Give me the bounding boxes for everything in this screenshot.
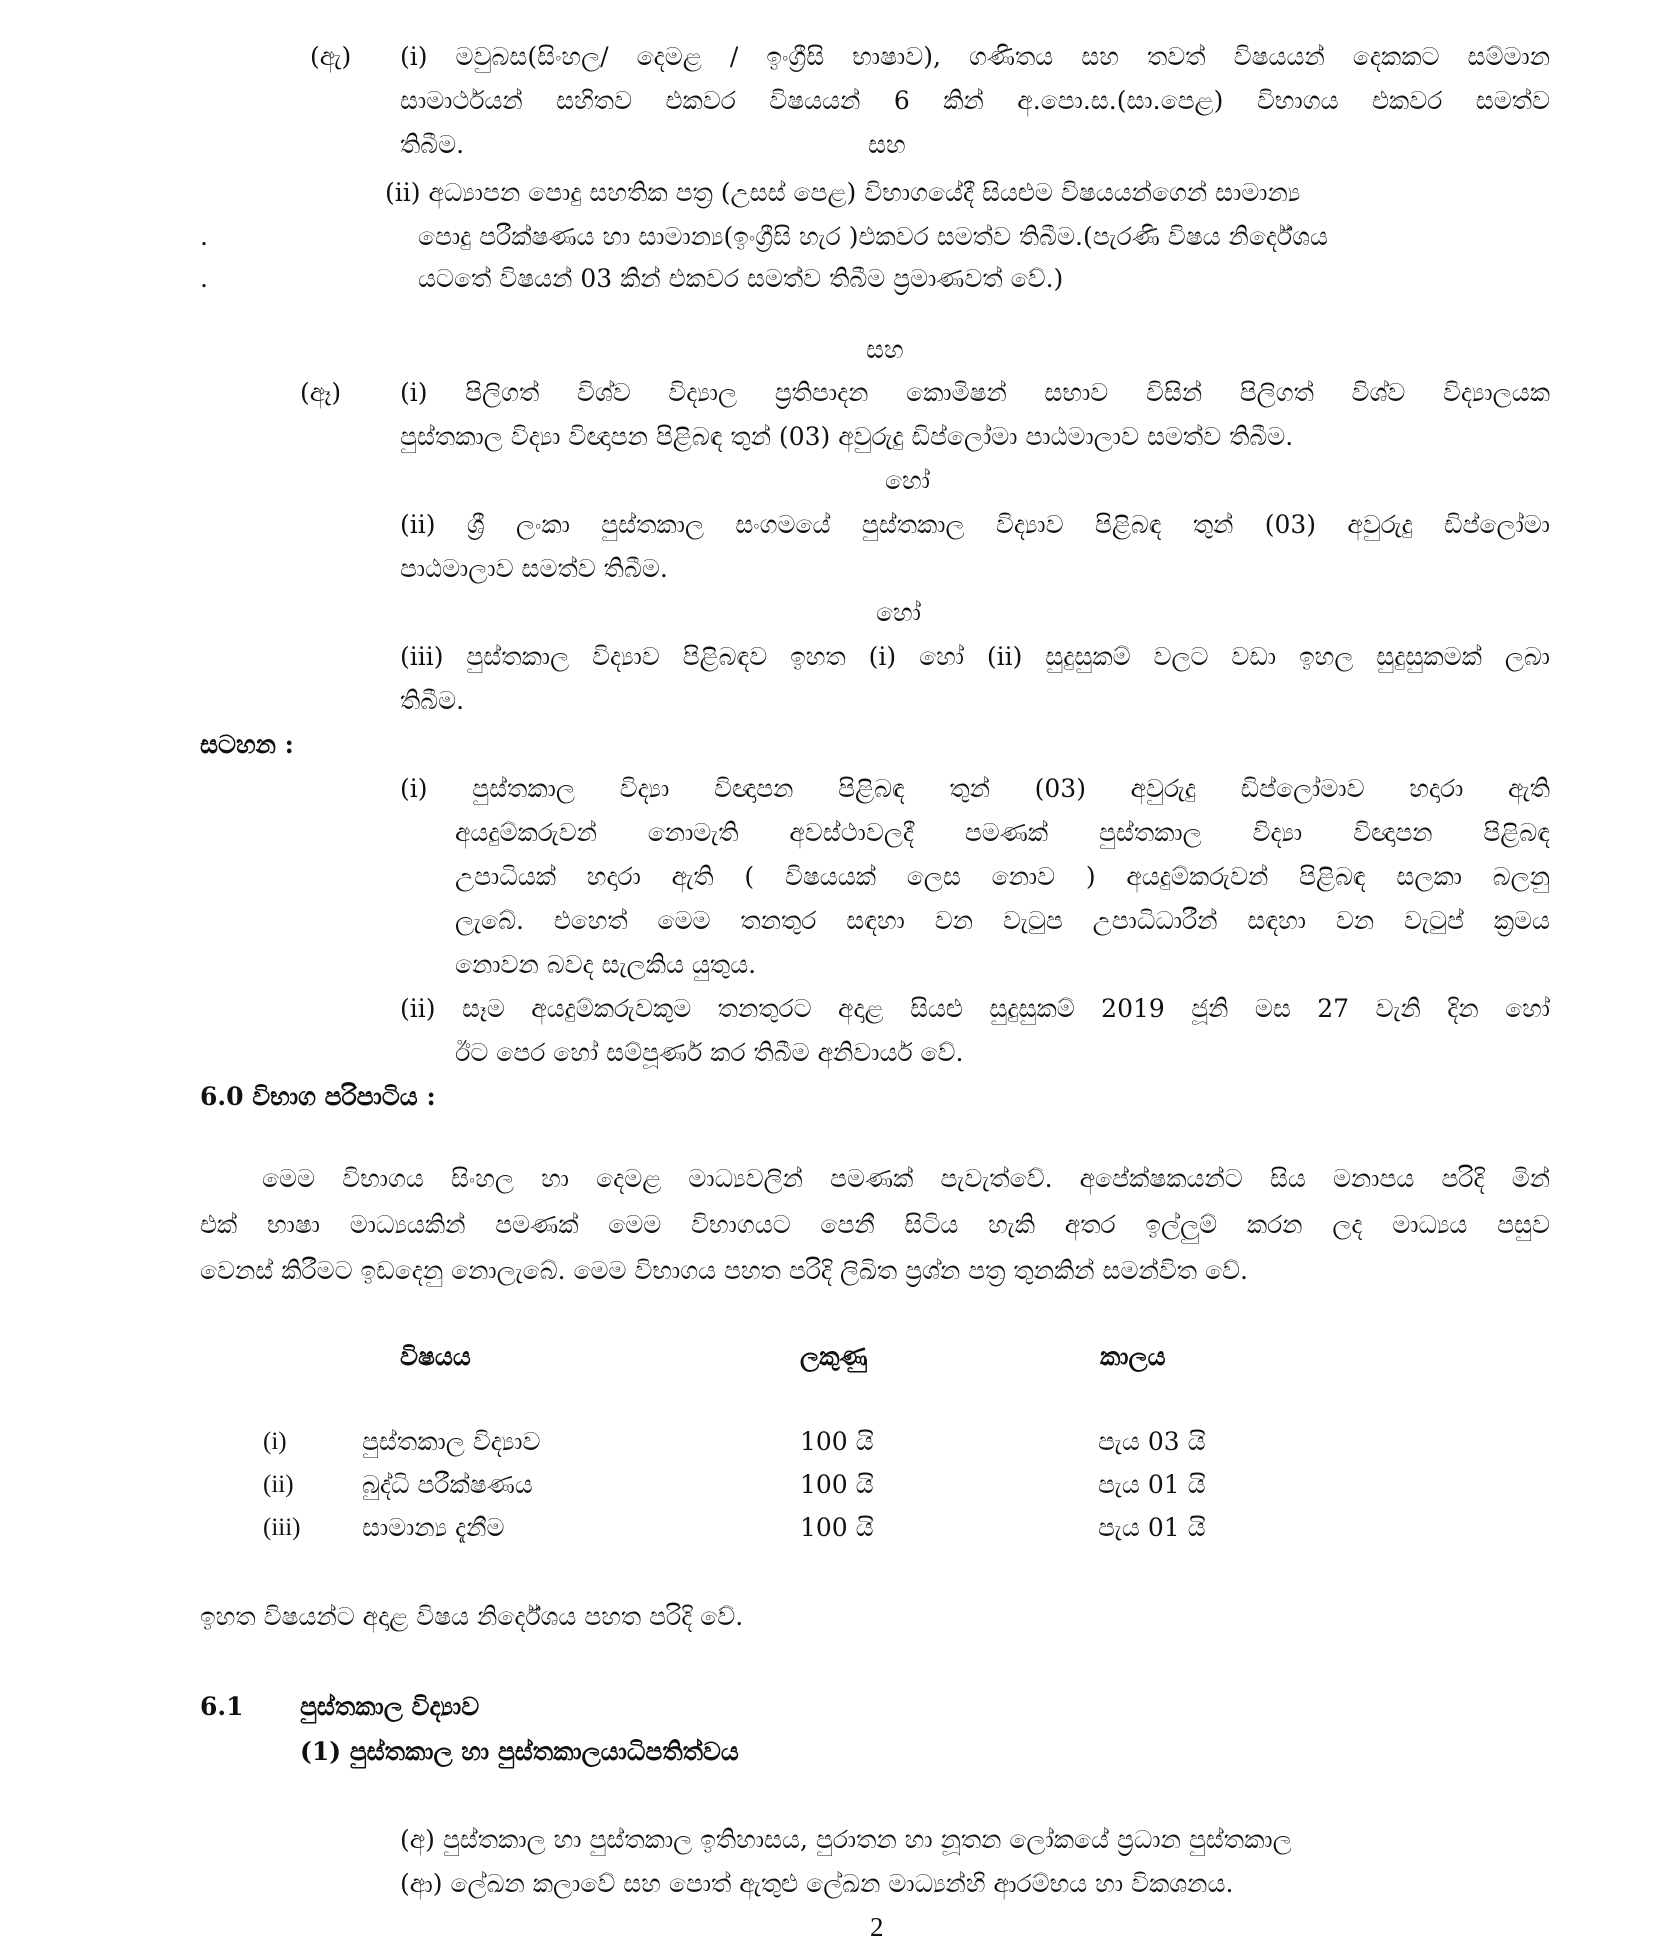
note-heading: සටහන : <box>200 730 294 759</box>
row-marks: 100 යි <box>800 1470 874 1499</box>
label-ae: (ඈ) <box>300 378 342 407</box>
ae-i-line-2: පුස්තකාල විද්‍යා විඥාපන පිළිබඳ තුන් (03) අවුරුදු ඩිප්ලෝමා පාඨමාලාව සමත්ව තිබීම. <box>400 422 1294 451</box>
note-ii-line-2: ඊට පෙර හෝ සම්පූර්ණ කර තිබීම අනිවාර්ය වේ. <box>455 1038 964 1067</box>
row-marks: 100 යි <box>800 1427 874 1456</box>
e-i-line-2: සාමාර්ථයන් සහිතව එකවර විෂයයන් 6 කින් අ.පො.ස.(සා.පෙළ) විභාගය එකවර සමත්ව <box>400 86 1550 115</box>
note-ii-line-1: (ii) සෑම අයදුම්කරුවකුම තනතුරට අදාළ සියළු සුදුසුකම් 2019 ජූනි මස 27 වැනි දින හෝ <box>400 994 1550 1023</box>
row-time: පැය 03 යි <box>1098 1427 1206 1456</box>
section-6-1-number: 6.1 <box>200 1692 244 1721</box>
section-6-0-para-line-2: එක් භාෂා මාධ්‍යයකින් පමණක් මෙම විභාගයට පෙනී සිටිය හැකි අතර ඉල්ලුම් කරන ලද මාධ්‍යය පසුව <box>200 1210 1550 1239</box>
section-6-1-item-aa: (ආ) ලේඛන කලාවේ සහ පොත් ඇතුළු ලේඛන මාධ්‍යන්හි ආරම්භය හා විකශනය. <box>400 1869 1234 1898</box>
row-subject: සාමාන්‍ය දැනීම <box>362 1513 505 1542</box>
table-header-marks: ලකුණු <box>800 1342 868 1371</box>
note-i-line-2: අයදුම්කරුවන් නොමැති අවස්ථාවලදී පමණක් පුස්තකාල විද්‍යා විඥාපන පිළිබඳ <box>455 818 1550 847</box>
section-6-0-heading: 6.0 විභාග පරිපාටිය : <box>200 1082 436 1111</box>
e-ii-line-3: යටතේ විෂයන් 03 කින් එකවර සමත්ව තිබීම ප්‍රමාණවත් වේ.) <box>418 264 1064 293</box>
ae-iii-line-2: තිබීම. <box>400 686 465 715</box>
page-number: 2 <box>870 1912 884 1942</box>
conj-ho-2: හෝ <box>876 598 921 627</box>
e-ii-line-1: (ii) අධ්‍යාපන පොදු සහතික පත්‍ර (උසස් පෙළ) විභාගයේදී සියළුම විෂයයන්ගෙන් සාමාන්‍ය <box>385 178 1301 207</box>
ae-iii-line-1: (iii) පුස්තකාල විද්‍යාව පිළිබඳව ඉහත (i) හෝ (ii) සුදුසුකම් වලට වඩා ඉහල සුදුසුකමක් ලබා <box>400 642 1550 671</box>
table-header-time: කාලය <box>1100 1342 1166 1371</box>
ae-ii-line-2: පාඨමාලාව සමත්ව තිබීම. <box>400 554 668 583</box>
section-6-1-item-a: (අ) පුස්තකාල හා පුස්තකාල ඉතිහාසය, පුරාතන හා නූතන ලෝකයේ ප්‍රධාන පුස්තකාල <box>400 1825 1292 1854</box>
section-6-1-title: පුස්තකාල විද්‍යාව <box>300 1692 480 1721</box>
margin-dot-1: . <box>200 222 208 251</box>
row-number: (i) <box>263 1428 287 1455</box>
conj-ho-1: හෝ <box>885 466 930 495</box>
e-i-line-1: (i) මවුබස(සිංහල/ දෙමළ / ඉංග්‍රීසි භාෂාව), ගණිතය සහ තවත් විෂයයන් දෙකකට සම්මාන <box>400 42 1550 71</box>
row-time: පැය 01 යි <box>1098 1513 1206 1542</box>
note-i-line-3: උපාධියක් හදාරා ඇති ( විෂයයක් ලෙස නොව ) අයදුම්කරුවන් පිළිබඳ සලකා බලනු <box>455 862 1550 891</box>
ae-ii-line-1: (ii) ශ්‍රී ලංකා පුස්තකාල සංගමයේ පුස්තකාල විද්‍යාව පිළිබඳ තුන් (03) අවුරුදු ඩිප්ලෝමා <box>400 510 1550 539</box>
row-marks: 100 යි <box>800 1513 874 1542</box>
note-i-line-5: නොවන බවද සැලකිය යුතුය. <box>455 950 757 979</box>
conj-saha-1: සහ <box>868 130 906 159</box>
syllabus-intro: ඉහත විෂයන්ට අදාළ විෂය නිර්දේශය පහත පරිදි වේ. <box>200 1602 744 1631</box>
ae-i-line-1: (i) පිලිගත් විශ්ව විද්‍යාල ප්‍රතිපාදන කොමිෂන් සභාව විසින් පිලිගත් විශ්ව විද්‍යාලයක <box>400 378 1550 407</box>
row-time: පැය 01 යි <box>1098 1470 1206 1499</box>
row-subject: බුද්ධි පරීක්ෂණය <box>362 1470 533 1499</box>
e-i-line-3: තිබීම. <box>400 130 465 159</box>
row-number: (ii) <box>263 1471 294 1498</box>
note-i-line-1: (i) පුස්තකාල විද්‍යා විඥාපන පිළිබඳ තුන් (03) අවුරුදු ඩිප්ලෝමාව හදාරා ඇති <box>400 774 1550 803</box>
e-ii-line-2: පොදු පරීක්ෂණය හා සාමාන්‍ය(ඉංග්‍රීසි හැර )එකවර සමත්ව තිබීම.(පැරණි විෂය නිර්දේශය <box>418 222 1328 251</box>
section-6-0-para-line-1: මෙම විභාගය සිංහල හා දෙමළ මාධ්‍යවලින් පමණක් පැවැත්වේ. අපේක්ෂකයන්ට සිය මනාපය පරිදි මින් <box>262 1164 1550 1193</box>
label-e: (ඇ) <box>310 42 352 71</box>
row-number: (iii) <box>263 1514 301 1541</box>
margin-dot-2: . <box>200 264 208 293</box>
section-6-0-para-line-3: වෙනස් කිරීමට ඉඩදෙනු නොලැබේ. මෙම විභාගය පහත පරිදි ලිඛිත ප්‍රශ්න පත්‍ර තුනකින් සමන්විත වේ. <box>200 1256 1248 1285</box>
table-header-subject: විෂයය <box>400 1342 471 1371</box>
conj-saha-2: සහ <box>866 335 904 364</box>
row-subject: පුස්තකාල විද්‍යාව <box>362 1427 541 1456</box>
section-6-1-subheading: (1) පුස්තකාල හා පුස්තකාලයාධිපතිත්වය <box>300 1737 739 1766</box>
note-i-line-4: ලැබේ. එහෙත් මෙම තනතුර සඳහා වන වැටුප උපාධිධාරීන් සඳහා වන වැටුප් ක්‍රමය <box>455 906 1550 935</box>
